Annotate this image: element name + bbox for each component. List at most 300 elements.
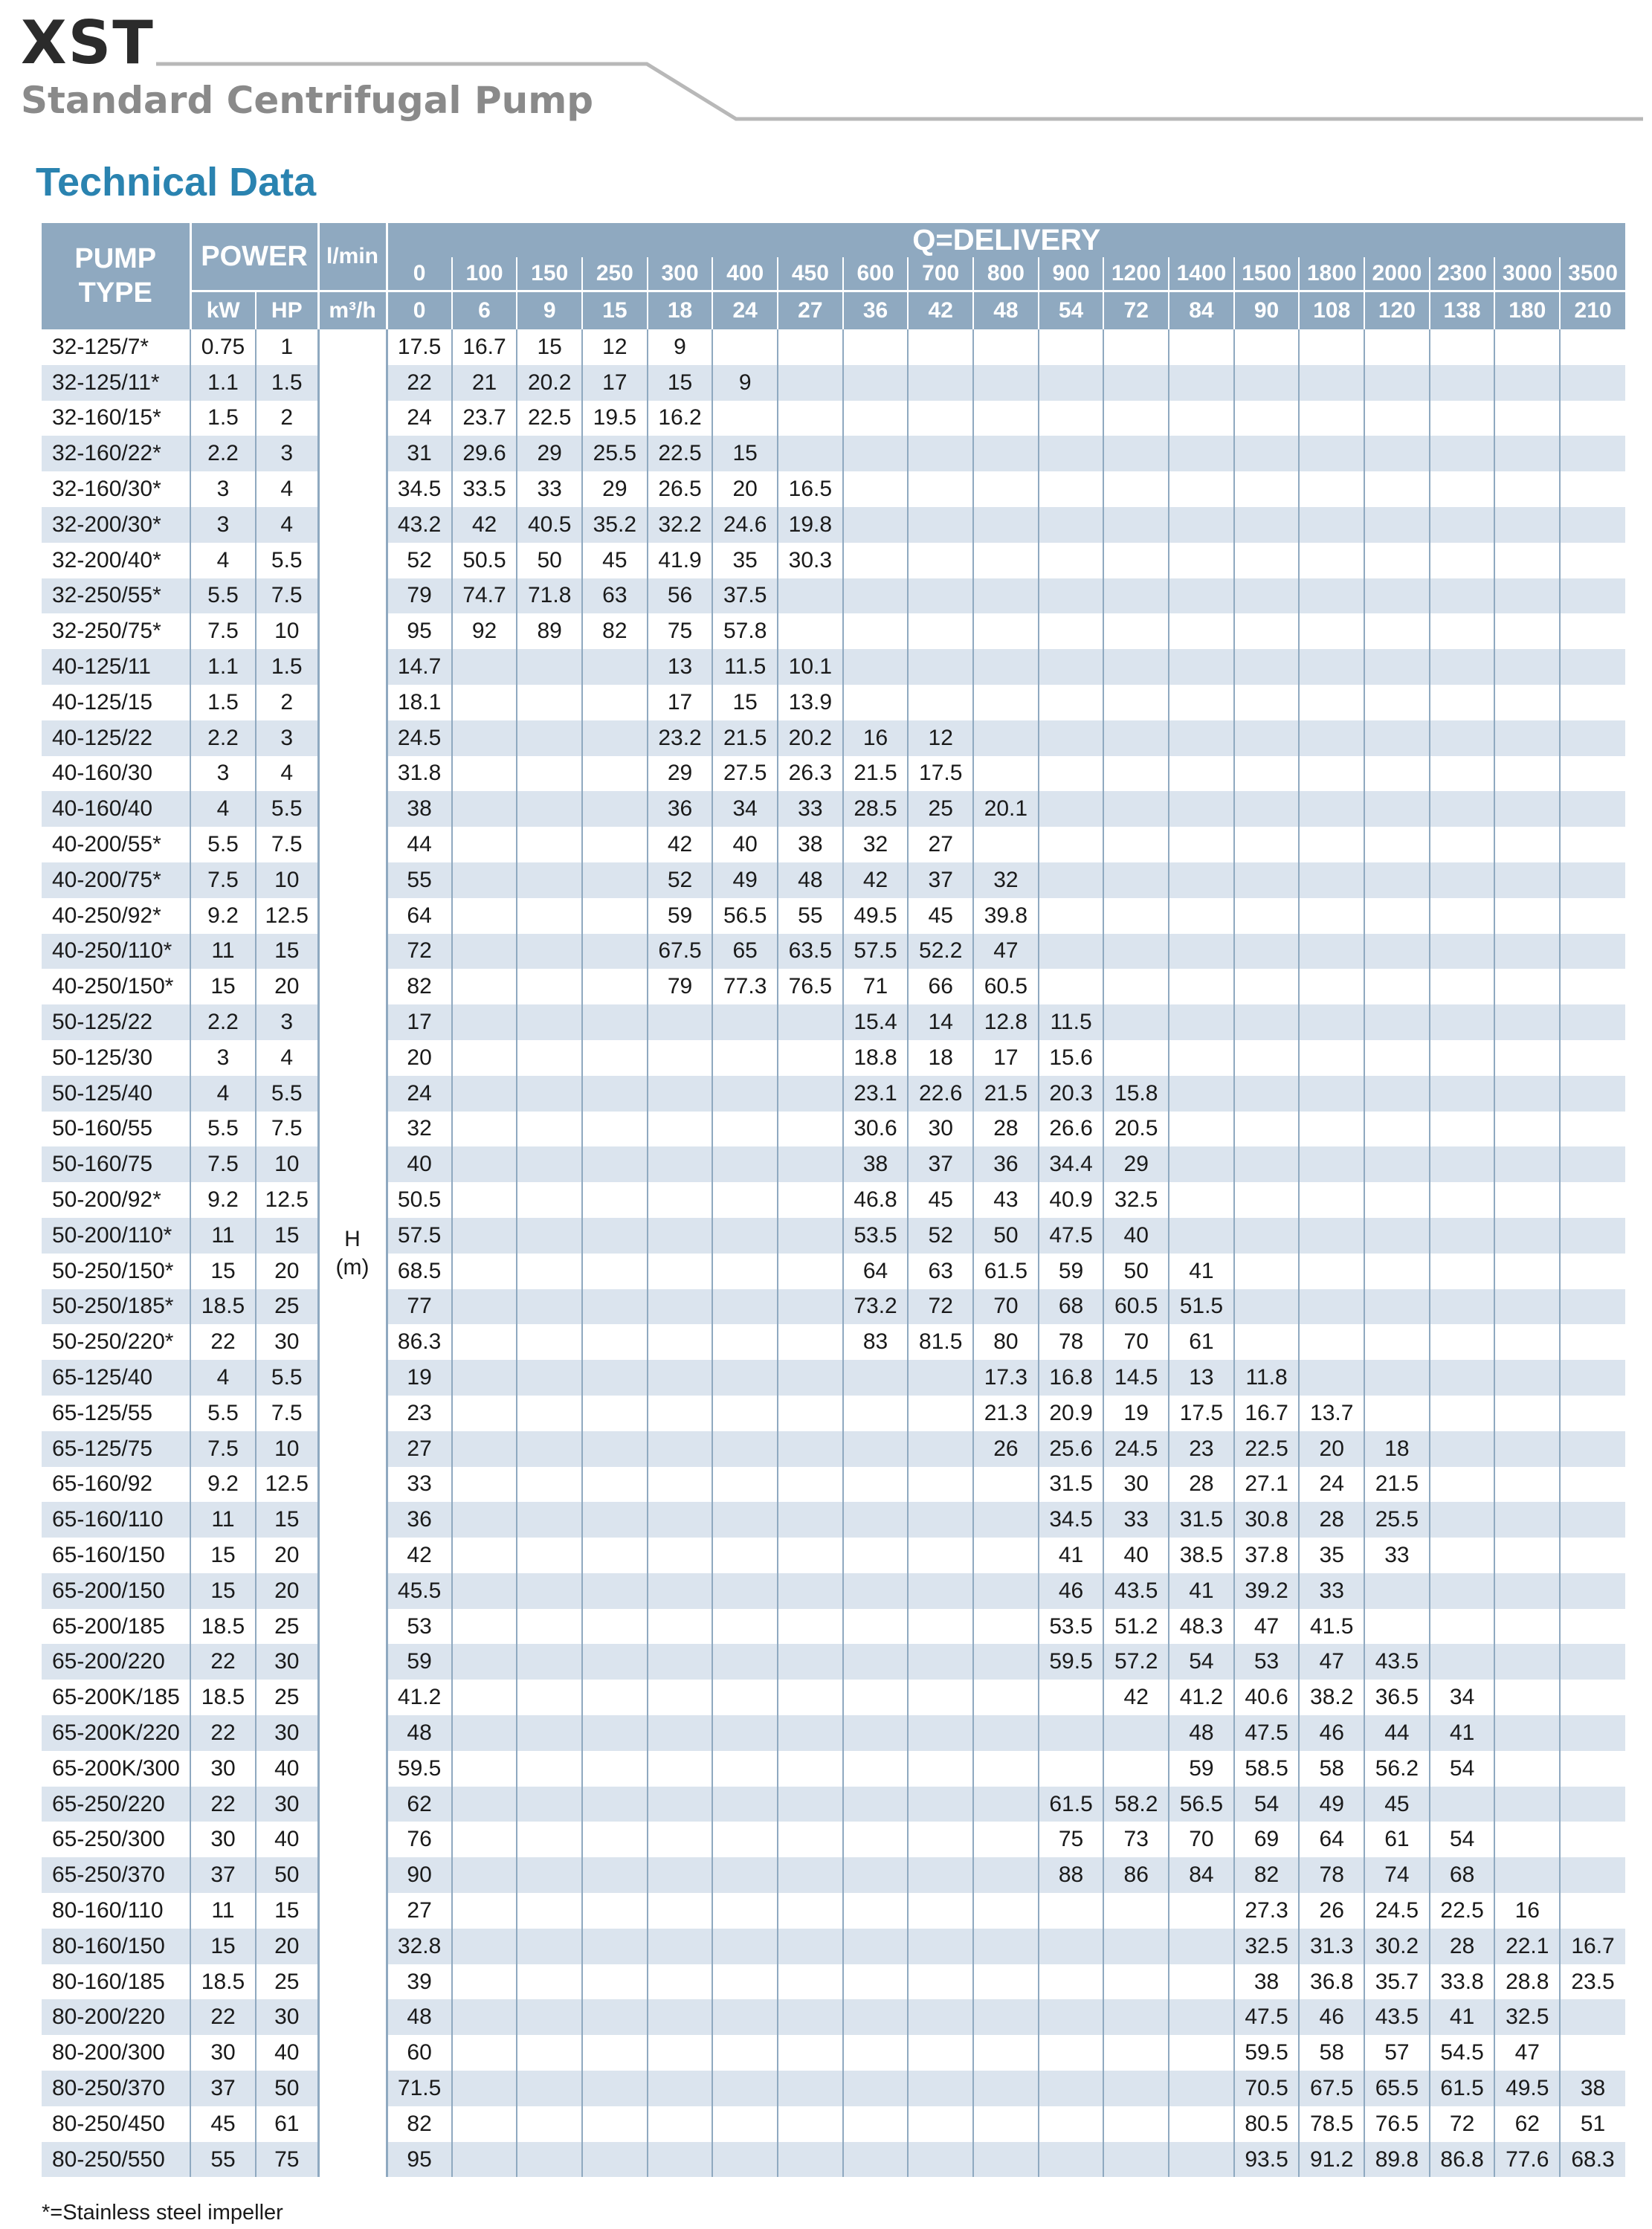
head-value-cell (778, 1218, 843, 1254)
head-value-cell (973, 1573, 1039, 1609)
head-value-cell: 39.8 (973, 898, 1039, 934)
head-value-cell: 27.1 (1234, 1467, 1300, 1503)
hp-cell: 4 (256, 471, 318, 507)
head-value-cell (973, 1502, 1039, 1538)
head-value-cell (973, 1609, 1039, 1645)
head-value-cell (452, 2071, 517, 2106)
head-value-cell (517, 1822, 582, 1857)
hp-cell: 20 (256, 1538, 318, 1573)
hp-cell: 15 (256, 1502, 318, 1538)
head-value-cell (582, 791, 648, 827)
head-value-cell (778, 1857, 843, 1893)
head-value-cell (1430, 471, 1495, 507)
head-value-cell: 55 (387, 862, 452, 898)
head-value-cell (778, 1146, 843, 1182)
hp-cell: 7.5 (256, 578, 318, 614)
head-value-cell: 32.2 (648, 507, 713, 543)
head-value-cell (517, 1715, 582, 1751)
kw-cell: 11 (190, 1218, 256, 1254)
head-value-cell (1430, 1431, 1495, 1467)
head-value-cell: 48 (778, 862, 843, 898)
head-value-cell (582, 1929, 648, 1964)
head-value-cell (1560, 365, 1625, 401)
head-value-cell (973, 578, 1039, 614)
head-value-cell (1560, 1893, 1625, 1929)
head-value-cell: 28 (1169, 1467, 1234, 1503)
head-value-cell (778, 1396, 843, 1431)
head-value-cell (1039, 1715, 1104, 1751)
head-value-cell (843, 507, 909, 543)
head-value-cell (582, 1289, 648, 1325)
head-value-cell: 24 (1299, 1467, 1364, 1503)
head-value-cell (582, 1715, 648, 1751)
head-value-cell (1039, 685, 1104, 720)
head-value-cell (1494, 1254, 1560, 1289)
head-value-cell: 46 (1299, 1999, 1364, 2035)
head-value-cell (1560, 685, 1625, 720)
head-value-cell (712, 1004, 778, 1040)
table-row (42, 1893, 1625, 1929)
head-value-cell: 26.3 (778, 756, 843, 792)
head-value-cell (452, 685, 517, 720)
hp-cell: 10 (256, 613, 318, 649)
head-value-cell (908, 1929, 973, 1964)
head-value-cell: 28 (1299, 1502, 1364, 1538)
head-value-cell: 20.1 (973, 791, 1039, 827)
head-value-cell (843, 1467, 909, 1503)
head-value-cell (648, 1787, 713, 1822)
m3h-header-cell: 48 (973, 291, 1039, 330)
head-value-cell: 17 (973, 1040, 1039, 1076)
head-value-cell (778, 1112, 843, 1147)
head-value-cell (778, 1040, 843, 1076)
head-value-cell (1103, 898, 1169, 934)
head-value-cell (1234, 969, 1300, 1004)
head-value-cell (1494, 1715, 1560, 1751)
head-value-cell (973, 471, 1039, 507)
head-value-cell (908, 1751, 973, 1787)
head-value-cell (452, 1893, 517, 1929)
head-value-cell: 59.5 (1039, 1644, 1104, 1680)
head-value-cell (1560, 1324, 1625, 1360)
head-value-cell: 61.5 (973, 1254, 1039, 1289)
head-value-cell (517, 2142, 582, 2178)
head-value-cell (908, 1502, 973, 1538)
kw-cell: 1.5 (190, 401, 256, 436)
head-value-cell (1299, 578, 1364, 614)
head-value-cell: 44 (387, 827, 452, 862)
head-value-cell (1299, 436, 1364, 471)
head-value-cell (843, 685, 909, 720)
head-value-cell: 64 (843, 1254, 909, 1289)
pump-type-cell: 65-250/220 (42, 1787, 190, 1822)
head-value-cell (452, 1857, 517, 1893)
head-value-cell: 60.5 (973, 969, 1039, 1004)
head-value-cell (908, 1999, 973, 2035)
head-value-cell (1039, 898, 1104, 934)
pump-type-cell: 65-200/220 (42, 1644, 190, 1680)
hp-cell: 10 (256, 1431, 318, 1467)
kw-cell: 3 (190, 507, 256, 543)
head-value-cell (1494, 1396, 1560, 1431)
hp-cell: 5.5 (256, 1360, 318, 1396)
head-value-cell (1560, 1040, 1625, 1076)
head-value-cell: 70 (1103, 1324, 1169, 1360)
head-value-cell (517, 2071, 582, 2106)
head-value-cell (843, 2106, 909, 2142)
hp-cell: 7.5 (256, 827, 318, 862)
head-value-cell (1560, 1787, 1625, 1822)
head-value-cell: 67.5 (648, 934, 713, 970)
head-value-cell: 54 (1169, 1644, 1234, 1680)
kw-cell: 4 (190, 1076, 256, 1112)
head-value-cell (1234, 471, 1300, 507)
head-value-cell (517, 1146, 582, 1182)
head-value-cell: 53 (1234, 1644, 1300, 1680)
head-value-cell: 18 (1364, 1431, 1430, 1467)
head-value-cell (517, 1076, 582, 1112)
head-value-cell: 21.5 (843, 756, 909, 792)
head-value-cell: 32.8 (387, 1929, 452, 1964)
head-value-cell (843, 329, 909, 365)
head-value-cell: 58 (1299, 2035, 1364, 2071)
table-row (42, 507, 1625, 543)
kw-cell: 2.2 (190, 436, 256, 471)
head-value-cell (1234, 1004, 1300, 1040)
head-value-cell (1234, 507, 1300, 543)
head-value-cell (908, 1360, 973, 1396)
head-value-cell (648, 1218, 713, 1254)
head-value-cell (452, 1644, 517, 1680)
head-value-cell (973, 613, 1039, 649)
head-value-cell (1430, 1040, 1495, 1076)
head-value-cell: 56.5 (712, 898, 778, 934)
head-value-cell (1103, 934, 1169, 970)
hp-cell: 30 (256, 1787, 318, 1822)
head-value-cell (1560, 507, 1625, 543)
head-value-cell (1169, 329, 1234, 365)
pump-type-cell: 65-160/110 (42, 1502, 190, 1538)
kw-cell: 9.2 (190, 1467, 256, 1503)
head-value-cell: 15.4 (843, 1004, 909, 1040)
head-value-cell (517, 1538, 582, 1573)
lmin-header-cell: 400 (712, 257, 778, 291)
head-value-cell (648, 2071, 713, 2106)
pump-type-cell: 40-160/30 (42, 756, 190, 792)
head-value-cell (1299, 1182, 1364, 1218)
head-value-cell (1103, 365, 1169, 401)
head-value-cell (1560, 1751, 1625, 1787)
head-value-cell (452, 1680, 517, 1715)
head-value-cell (1560, 1431, 1625, 1467)
head-value-cell: 41 (1430, 1715, 1495, 1751)
head-value-cell: 68.5 (387, 1254, 452, 1289)
m3h-header-cell: 210 (1560, 291, 1625, 330)
kw-cell: 5.5 (190, 1396, 256, 1431)
head-value-cell: 22.5 (517, 401, 582, 436)
hp-cell: 4 (256, 1040, 318, 1076)
hp-cell: 3 (256, 436, 318, 471)
head-value-cell: 83 (843, 1324, 909, 1360)
head-value-cell (582, 1467, 648, 1503)
pump-type-cell: 40-125/11 (42, 649, 190, 685)
pump-type-cell: 50-200/110* (42, 1218, 190, 1254)
head-value-cell (517, 1609, 582, 1645)
head-value-cell (1560, 471, 1625, 507)
hp-cell: 20 (256, 969, 318, 1004)
head-value-cell (908, 1609, 973, 1645)
head-value-cell: 77 (387, 1289, 452, 1325)
head-value-cell: 74 (1364, 1857, 1430, 1893)
head-value-cell (843, 1929, 909, 1964)
hp-cell: 30 (256, 1644, 318, 1680)
pump-type-cell: 32-160/22* (42, 436, 190, 471)
head-value-cell (1560, 1396, 1625, 1431)
head-value-cell (908, 685, 973, 720)
pump-type-cell: 50-250/220* (42, 1324, 190, 1360)
hp-cell: 40 (256, 1751, 318, 1787)
head-value-cell: 66 (908, 969, 973, 1004)
head-value-cell (1169, 2142, 1234, 2178)
head-value-cell (843, 543, 909, 578)
table-row (42, 1999, 1625, 2035)
head-value-cell: 95 (387, 613, 452, 649)
head-value-cell (843, 613, 909, 649)
head-value-cell (973, 329, 1039, 365)
head-value-cell: 21 (452, 365, 517, 401)
head-value-cell (1299, 720, 1364, 756)
kw-cell: 15 (190, 1538, 256, 1573)
head-value-cell: 17.5 (387, 329, 452, 365)
head-value-cell (712, 1146, 778, 1182)
head-value-cell: 41 (1169, 1254, 1234, 1289)
head-value-cell (973, 1893, 1039, 1929)
head-value-cell: 40 (1103, 1538, 1169, 1573)
head-value-cell (517, 1218, 582, 1254)
head-value-cell: 48 (1169, 1715, 1234, 1751)
head-value-cell: 13 (648, 649, 713, 685)
m3h-header-cell: 6 (452, 291, 517, 330)
hp-cell: 50 (256, 1857, 318, 1893)
head-value-cell (1039, 1929, 1104, 1964)
head-value-cell: 72 (908, 1289, 973, 1325)
head-value-cell (517, 1857, 582, 1893)
head-value-cell: 82 (1234, 1857, 1300, 1893)
head-value-cell (452, 1502, 517, 1538)
head-value-cell (452, 1396, 517, 1431)
head-value-cell (648, 2142, 713, 2178)
head-value-cell (1494, 1609, 1560, 1645)
head-value-cell (452, 649, 517, 685)
lmin-header-cell: 3500 (1560, 257, 1625, 291)
head-value-cell (778, 1609, 843, 1645)
head-value-cell (1430, 791, 1495, 827)
head-value-cell (778, 1787, 843, 1822)
head-value-cell: 59.5 (387, 1751, 452, 1787)
head-value-cell: 27 (908, 827, 973, 862)
head-value-cell (778, 1999, 843, 2035)
head-value-cell (973, 1822, 1039, 1857)
head-value-cell: 77.6 (1494, 2142, 1560, 2178)
head-value-cell: 76.5 (778, 969, 843, 1004)
table-row (42, 685, 1625, 720)
head-value-cell (582, 1324, 648, 1360)
head-value-cell (517, 862, 582, 898)
head-value-cell (1560, 1857, 1625, 1893)
head-value-cell: 29 (648, 756, 713, 792)
head-value-cell (1103, 1004, 1169, 1040)
head-value-cell (648, 1040, 713, 1076)
head-value-cell (1364, 1573, 1430, 1609)
head-value-cell (843, 578, 909, 614)
head-value-cell (1039, 578, 1104, 614)
head-value-cell (648, 2035, 713, 2071)
head-value-cell: 17.3 (973, 1360, 1039, 1396)
head-value-cell: 73.2 (843, 1289, 909, 1325)
head-value-cell (1560, 613, 1625, 649)
head-value-cell (1364, 685, 1430, 720)
head-value-cell: 32.5 (1103, 1182, 1169, 1218)
kw-cell: 1.5 (190, 685, 256, 720)
head-value-cell (1494, 1502, 1560, 1538)
head-value-cell (843, 1680, 909, 1715)
head-value-cell (1560, 1538, 1625, 1573)
head-value-cell (648, 1467, 713, 1503)
head-value-cell (1169, 649, 1234, 685)
head-value-cell (1299, 613, 1364, 649)
head-value-cell (1494, 1751, 1560, 1787)
head-value-cell: 82 (387, 2106, 452, 2142)
head-value-cell (1039, 1680, 1104, 1715)
head-value-cell: 42 (387, 1538, 452, 1573)
head-value-cell (517, 1324, 582, 1360)
head-value-cell (1364, 1182, 1430, 1218)
head-value-cell (648, 1538, 713, 1573)
head-value-cell (1494, 649, 1560, 685)
m3h-header-cell: 54 (1039, 291, 1104, 330)
head-value-cell (1494, 1431, 1560, 1467)
head-value-cell: 23.7 (452, 401, 517, 436)
head-value-cell (1494, 543, 1560, 578)
head-value-cell (1494, 1360, 1560, 1396)
head-value-cell (517, 1254, 582, 1289)
head-value-cell (517, 1751, 582, 1787)
head-value-cell (1039, 969, 1104, 1004)
pump-type-cell: 65-200/185 (42, 1609, 190, 1645)
table-row (42, 1360, 1625, 1396)
hp-cell: 5.5 (256, 543, 318, 578)
head-value-cell (1103, 756, 1169, 792)
head-value-cell (1103, 507, 1169, 543)
head-value-cell: 37.8 (1234, 1538, 1300, 1573)
head-value-cell (712, 401, 778, 436)
head-value-cell: 36 (648, 791, 713, 827)
head-value-cell (1364, 1040, 1430, 1076)
head-value-cell: 24 (387, 1076, 452, 1112)
head-value-cell (517, 2106, 582, 2142)
head-value-cell: 71.8 (517, 578, 582, 614)
head-value-cell (1103, 578, 1169, 614)
head-value-cell (1103, 1715, 1169, 1751)
head-value-cell (1039, 329, 1104, 365)
kw-cell: 15 (190, 1929, 256, 1964)
head-value-cell: 42 (452, 507, 517, 543)
head-value-cell (582, 685, 648, 720)
head-value-cell: 26.5 (648, 471, 713, 507)
head-value-cell: 40.5 (517, 507, 582, 543)
head-value-cell (1039, 720, 1104, 756)
head-value-cell: 56.2 (1364, 1751, 1430, 1787)
head-value-cell (1299, 969, 1364, 1004)
pump-type-cell: 80-160/150 (42, 1929, 190, 1964)
head-value-cell: 58.5 (1234, 1751, 1300, 1787)
pump-type-cell: 50-250/185* (42, 1289, 190, 1325)
head-value-cell (973, 1751, 1039, 1787)
head-value-cell (908, 1787, 973, 1822)
head-value-cell (1299, 1289, 1364, 1325)
head-value-cell (973, 827, 1039, 862)
head-value-cell: 21.3 (973, 1396, 1039, 1431)
head-value-cell (843, 1609, 909, 1645)
head-value-cell: 63 (908, 1254, 973, 1289)
hp-cell: 3 (256, 720, 318, 756)
head-value-cell (1103, 685, 1169, 720)
head-value-cell (778, 2071, 843, 2106)
head-value-cell (1234, 720, 1300, 756)
head-value-cell: 27 (387, 1431, 452, 1467)
head-value-cell (517, 1467, 582, 1503)
head-value-cell (1169, 365, 1234, 401)
head-value-cell: 31 (387, 436, 452, 471)
head-value-cell: 57.8 (712, 613, 778, 649)
m3h-header-cell: 90 (1234, 291, 1300, 330)
head-value-cell (1103, 1040, 1169, 1076)
head-value-cell: 11.5 (1039, 1004, 1104, 1040)
head-value-cell: 50 (973, 1218, 1039, 1254)
head-value-cell (1430, 1324, 1495, 1360)
head-value-cell (1364, 862, 1430, 898)
head-value-cell: 88 (1039, 1857, 1104, 1893)
head-value-cell (1494, 934, 1560, 970)
table-row (42, 401, 1625, 436)
pump-type-cell: 65-160/150 (42, 1538, 190, 1573)
table-row (42, 1502, 1625, 1538)
head-value-cell (1430, 1538, 1495, 1573)
head-value-cell (1169, 1112, 1234, 1147)
head-value-cell (1299, 1112, 1364, 1147)
kw-cell: 18.5 (190, 1964, 256, 2000)
head-value-cell: 73 (1103, 1822, 1169, 1857)
head-value-cell: 65 (712, 934, 778, 970)
table-row (42, 365, 1625, 401)
head-value-cell (1234, 1324, 1300, 1360)
head-value-cell (648, 1964, 713, 2000)
table-row (42, 1822, 1625, 1857)
table-row (42, 791, 1625, 827)
head-value-cell (648, 1360, 713, 1396)
pump-type-cell: 65-250/300 (42, 1822, 190, 1857)
head-value-cell (778, 1929, 843, 1964)
head-value-cell (973, 1467, 1039, 1503)
pump-type-cell: 32-200/30* (42, 507, 190, 543)
head-value-cell (1560, 934, 1625, 970)
head-value-cell: 20 (712, 471, 778, 507)
head-value-cell (1103, 969, 1169, 1004)
head-value-cell: 59 (1169, 1751, 1234, 1787)
head-value-cell (973, 1680, 1039, 1715)
head-value-cell (1494, 1040, 1560, 1076)
table-row (42, 2142, 1625, 2178)
